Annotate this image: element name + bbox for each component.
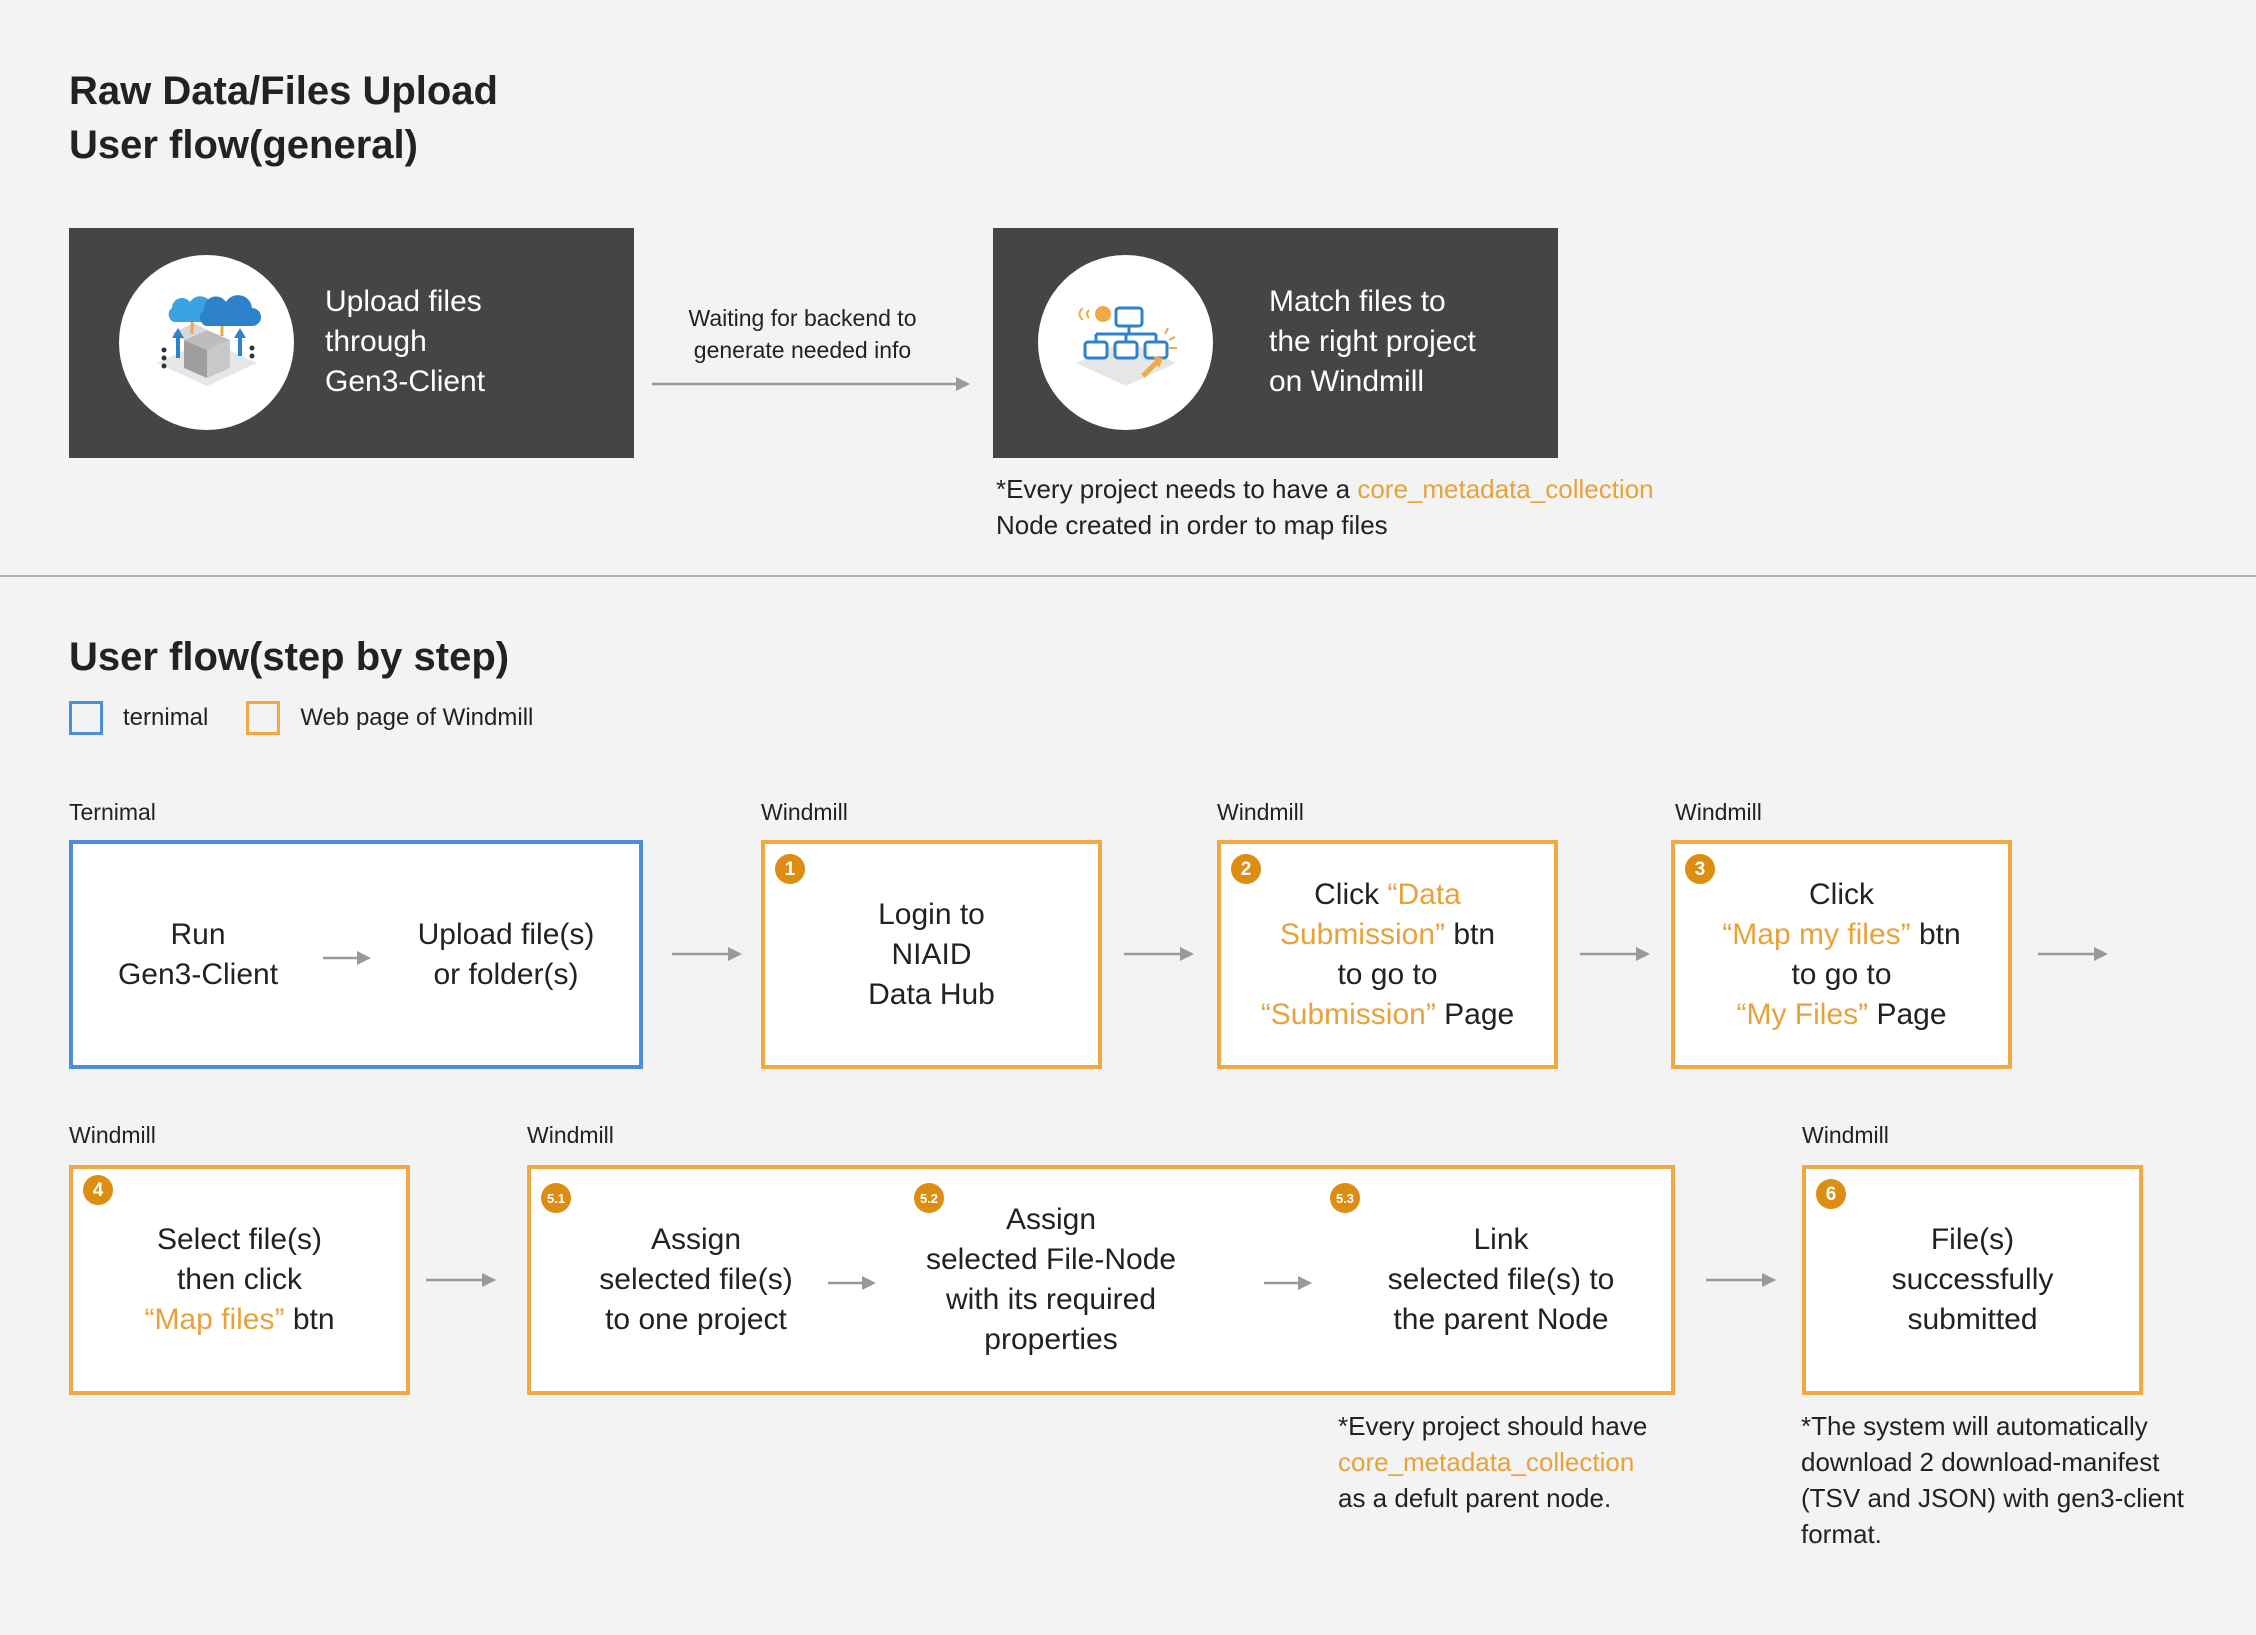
section-divider: [0, 575, 2256, 577]
step-5-box: [527, 1165, 1675, 1395]
waiting-label-line: generate needed info: [693, 337, 912, 363]
run-line: Gen3-Client: [117, 957, 279, 991]
flow-arrow: [1124, 944, 1196, 964]
waiting-label-line: Waiting for backend to: [688, 305, 917, 331]
step-4-badge: 4: [83, 1175, 113, 1205]
cloud-upload-box-icon: [119, 255, 294, 430]
step-2-text-part: Click: [1314, 877, 1388, 911]
waiting-label: [650, 302, 955, 366]
parent-node-note: [1338, 1408, 1647, 1516]
flow-arrow: [323, 948, 373, 968]
terminal-section-label: Ternimal: [69, 799, 156, 825]
step-2-text-part: to go to: [1337, 957, 1438, 991]
step-5-2-line: properties: [984, 1323, 1118, 1356]
title-line-1: Raw Data/Files Upload: [69, 69, 498, 113]
flow-arrow: [426, 1270, 498, 1290]
manifest-note-line: download 2 download-manifest: [1801, 1447, 2160, 1477]
manifest-note-line: format.: [1801, 1519, 1882, 1549]
general-note: [996, 471, 1654, 543]
upload-files-text: [325, 282, 485, 402]
match-files-line: the right project: [1269, 325, 1476, 358]
general-note-line2: Node created in order to map files: [996, 510, 1388, 540]
step-2-text-part: Page: [1435, 997, 1515, 1031]
upload-files-line: through: [325, 325, 427, 358]
parent-node-note-line: *Every project should have: [1338, 1411, 1648, 1441]
step-title: User flow(step by step): [69, 635, 510, 679]
general-note-highlight: core_metadata_collection: [1357, 474, 1654, 504]
step-5-3-line: Link: [1473, 1223, 1529, 1256]
step-4-highlight: “Map files”: [144, 1303, 285, 1336]
flow-arrow: [828, 1273, 878, 1293]
upload-files-folders: [373, 844, 639, 1065]
step-4-text-part: Select file(s): [156, 1223, 323, 1256]
step-1-line: Data Hub: [868, 977, 995, 1011]
step-1-badge: 1: [775, 854, 805, 884]
match-files-text: [1269, 282, 1476, 402]
step-5-3-text: [1331, 1169, 1671, 1391]
legend-terminal-swatch: [69, 701, 103, 735]
step-5-2-line: selected File-Node: [925, 1243, 1177, 1276]
step-1-line: NIAID: [891, 937, 972, 971]
step-5-section-label: Windmill: [527, 1122, 614, 1148]
upload-line: Upload file(s): [417, 917, 595, 951]
step-5-1-line: Assign: [650, 1223, 742, 1256]
parent-node-note-highlight: core_metadata_collection: [1338, 1447, 1635, 1477]
step-1-box: [761, 840, 1102, 1069]
step-5-1-text: [551, 1169, 841, 1391]
step-4-section-label: Windmill: [69, 1122, 156, 1148]
step-3-text-part: Click: [1809, 877, 1874, 911]
legend-windmill-swatch: [246, 701, 280, 735]
step-6-box: [1802, 1165, 2143, 1395]
manifest-note: [1801, 1408, 2184, 1552]
step-6-section-label: Windmill: [1802, 1122, 1889, 1148]
step-6-line: submitted: [1907, 1303, 2038, 1336]
terminal-box: [69, 840, 643, 1069]
upload-line: or folder(s): [433, 957, 579, 991]
step-3-text-part: btn: [1910, 917, 1961, 951]
step-3-highlight: “Map my files”: [1722, 917, 1911, 951]
upload-files-line: Upload files: [325, 285, 482, 318]
match-files-line: on Windmill: [1269, 365, 1425, 398]
step-5-2-text: [891, 1169, 1211, 1391]
legend-windmill-label: Web page of Windmill: [300, 704, 534, 731]
step-3-badge: 3: [1685, 854, 1715, 884]
step-5-2-line: Assign: [1005, 1203, 1097, 1236]
flow-arrow: [2038, 944, 2110, 964]
general-note-prefix: *Every project needs to have a: [996, 474, 1358, 504]
match-files-box: [993, 228, 1558, 458]
step-2-box: [1217, 840, 1558, 1069]
step-2-highlight: “Submission”: [1260, 997, 1436, 1031]
step-6-badge: 6: [1816, 1179, 1846, 1209]
match-files-line: Match files to: [1269, 285, 1446, 318]
flow-arrow: [672, 944, 744, 964]
step-4-box: [69, 1165, 410, 1395]
parent-node-note-line: as a defult parent node.: [1338, 1483, 1612, 1513]
step-2-badge: 2: [1231, 854, 1261, 884]
flow-arrow: [1580, 944, 1652, 964]
manifest-note-line: *The system will automatically: [1801, 1411, 2148, 1441]
flow-arrow: [1706, 1270, 1778, 1290]
step-5-2-line: with its required: [945, 1283, 1157, 1316]
flow-arrow: [652, 374, 972, 394]
step-1-line: Login to: [878, 897, 985, 931]
step-3-highlight: “My Files”: [1736, 997, 1869, 1031]
manifest-note-line: (TSV and JSON) with gen3-client: [1801, 1483, 2184, 1513]
step-2-highlight: “Data: [1387, 877, 1461, 911]
step-6-line: File(s): [1930, 1223, 2015, 1256]
node-map-icon: [1038, 255, 1213, 430]
step-5-1-line: to one project: [605, 1303, 787, 1336]
step-3-text-part: Page: [1868, 997, 1947, 1031]
page-title: [69, 64, 498, 172]
step-2-section-label: Windmill: [1217, 799, 1304, 825]
upload-files-line: Gen3-Client: [325, 365, 486, 398]
step-1-text: [765, 844, 1098, 1065]
step-5-3-line: selected file(s) to: [1387, 1263, 1615, 1296]
step-2-text-part: btn: [1445, 917, 1496, 951]
flow-arrow: [1264, 1273, 1314, 1293]
step-3-text-part: to go to: [1791, 957, 1892, 991]
legend: [69, 700, 533, 736]
step-3-box: [1671, 840, 2012, 1069]
step-5-1-line: selected file(s): [599, 1263, 793, 1296]
step-5-2-badge: 5.2: [914, 1183, 944, 1213]
step-6-text: [1806, 1169, 2139, 1391]
step-5-3-line: the parent Node: [1393, 1303, 1609, 1336]
step-2-text: [1221, 844, 1554, 1065]
step-1-section-label: Windmill: [761, 799, 848, 825]
step-5-3-badge: 5.3: [1330, 1183, 1360, 1213]
step-4-text-part: btn: [284, 1303, 335, 1336]
step-2-highlight: Submission”: [1279, 917, 1445, 951]
title-line-2: User flow(general): [69, 123, 418, 167]
run-line: Run: [170, 917, 226, 951]
step-6-line: successfully: [1891, 1263, 2054, 1296]
step-4-text-part: then click: [176, 1263, 303, 1296]
step-5-1-badge: 5.1: [541, 1183, 571, 1213]
upload-files-box: [69, 228, 634, 458]
step-3-text: [1675, 844, 2008, 1065]
step-3-section-label: Windmill: [1675, 799, 1762, 825]
run-gen3-client: [73, 844, 323, 1065]
legend-terminal-label: ternimal: [123, 704, 209, 731]
step-4-text: [73, 1169, 406, 1391]
